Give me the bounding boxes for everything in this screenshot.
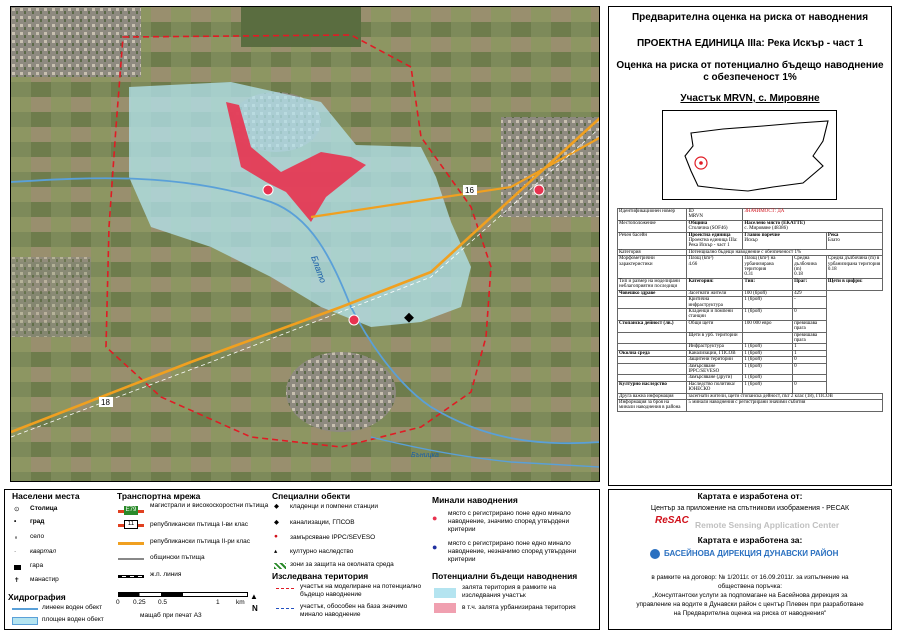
damage-category: Човешко здраве [618, 290, 687, 296]
cell-significance: ЗНАЧИМОСТ: ДА [743, 209, 883, 221]
cell-river [826, 232, 882, 249]
settlement-south [286, 352, 396, 432]
legend-past-title: Минали наводнения [432, 495, 518, 505]
scale-tick-0: 0 [116, 599, 120, 606]
legend-road-class1: републикански пътища I-ви клас [150, 521, 249, 528]
map-svg[interactable] [11, 7, 600, 482]
damage-threshold: 1 (брой) [743, 350, 793, 356]
damage-type: Замърсяване (други) [687, 375, 743, 381]
scale-bar [118, 592, 248, 597]
north-label: N [252, 604, 258, 613]
damage-row [618, 297, 883, 309]
damage-threshold: 100 000 евро [743, 320, 793, 332]
damage-category: Културно наследство [618, 381, 687, 393]
damage-category [618, 297, 687, 309]
cell-municipality-value: Столична (SOF46) [688, 226, 728, 232]
legend-potential-title: Потенциални бъдещи наводнения [432, 571, 578, 581]
damage-value: 1 [793, 350, 827, 356]
damage-type: Засегнати жители [687, 290, 743, 296]
legend-village: село [30, 533, 45, 540]
credits-made-for: Картата е изработена за: [697, 535, 803, 545]
legend-significant-flood-text: място с регистрирано поне едно минало наводнение, значимо според утвърдени критерии [448, 510, 571, 533]
legend-motorway: магистрали и високоскоростни пътища [150, 502, 269, 509]
past-flood-section-swatch [276, 608, 294, 609]
legend-flooded-area [462, 584, 587, 600]
legend-hydro-title: Хидрография [8, 592, 66, 602]
damage-type: Критична инфраструктура [687, 297, 743, 309]
contract-line3: „Консултантски услуги за подпомагане на Басейнова дирекция за [652, 592, 848, 599]
damage-category: Стопанска дейност (лв.) [618, 320, 687, 332]
cell-other-value: засегнати жители, щети стопанска дейност, път 2 клас (18), ГПСОВ [687, 393, 883, 399]
area-water-swatch [12, 617, 38, 625]
legend-special-title: Специални обекти [272, 491, 351, 501]
damage-threshold [743, 332, 793, 344]
legend-transport-title: Транспортна мрежа [117, 491, 201, 501]
cell-depth-header: Средна дълбочина (m) [794, 256, 817, 273]
damage-row [618, 363, 883, 375]
legend-past-flood-section [300, 603, 430, 619]
location-point [699, 161, 703, 165]
legend-wells: кладенци и помпени станции [290, 503, 379, 510]
locator-map [662, 110, 837, 200]
damage-value: 1 [793, 344, 827, 350]
legend-town: град [30, 518, 45, 525]
damage-rows [618, 290, 883, 393]
title-assessment: Оценка на риска от потенциално бъдещо наводнение [616, 60, 884, 71]
damage-type: Инфраструктура [687, 344, 743, 350]
cell-area [687, 256, 743, 279]
scale-tick-025: 0.25 [133, 599, 146, 606]
damage-type: Наследство политика/ЮНЕСКО [687, 381, 743, 393]
legend-insignificant-flood [448, 540, 588, 564]
railway-swatch [118, 575, 144, 578]
legend-railway: ж.п. линия [150, 571, 182, 578]
damage-value: - [793, 297, 827, 309]
cell-basin-label: Речен басейн [618, 232, 687, 249]
bulgaria-outline [685, 121, 828, 191]
cell-urban-area [743, 256, 793, 279]
legend-capital: Столица [30, 505, 58, 512]
sewage-icon: ◆ [274, 519, 279, 526]
legend-settlements-title: Населени места [12, 491, 80, 501]
road-number-18: 18 [101, 398, 110, 407]
directorate-name: БАСЕЙНОВА ДИРЕКЦИЯ ДУНАВСКИ РАЙОН [664, 549, 839, 558]
cell-settlement-value: с. Мировяне (48386) [744, 226, 788, 232]
damage-category [618, 332, 687, 344]
cell-location-label: Местоположение [618, 220, 687, 232]
damage-category [618, 363, 687, 375]
contract-line1: в рамките на договор: № 1/2011г. от 16.09.2011г. за изпълнение на [651, 574, 849, 581]
cell-category-value: Потенциално бъдещо наводнение с обезпеченост 1% [687, 249, 883, 255]
legend-line-water: линеен воден обект [42, 604, 103, 611]
damage-value: 0 [793, 381, 827, 393]
legend-modelled-section-text: участък на моделиране на потенциално бъдещо наводнение [300, 583, 422, 598]
road2-swatch [118, 542, 144, 545]
col-type: Тип: [743, 278, 793, 290]
risk-info-table [617, 208, 883, 412]
damage-category: Околна среда [618, 350, 687, 356]
river-label-blato: Блато [309, 254, 329, 285]
settlement-west [11, 257, 91, 337]
cell-morph-label: Морфометрични характеристики [618, 256, 687, 279]
north-arrow-icon: ▲ [250, 592, 258, 601]
legend-road-class2: републикански пътища II-ри клас [150, 538, 251, 545]
cell-settlement [743, 220, 883, 232]
river-label-banishka: Бъницка [411, 452, 439, 459]
cell-project-unit-header: Проектна единица [688, 232, 731, 238]
cell-urban-depth-value: 0.18 [827, 267, 837, 273]
scale-unit: km [236, 599, 245, 606]
cell-id [687, 209, 743, 221]
cell-urban-area-value: 0.31 [744, 272, 754, 278]
damage-row [618, 308, 883, 320]
legend-studied-title: Изследвана територия [272, 571, 369, 581]
legend-heritage: културно наследство [290, 548, 354, 555]
urban-flooded-swatch [434, 603, 456, 613]
municipal-road-swatch [118, 558, 144, 560]
cell-id-label: Идентификационен номер [618, 209, 687, 221]
cell-municipality [687, 220, 743, 232]
pollution-icon: ● [274, 533, 278, 540]
damage-type: Щети в урб. територии [687, 332, 743, 344]
cell-project-unit-value: Проектна единица IIIa: Река Искър - част 1 [688, 238, 738, 249]
damage-row [618, 332, 883, 344]
damage-threshold: 1 (брой) [743, 297, 793, 309]
station-icon [14, 565, 21, 570]
damage-type: Замърсяване IPPC/SEVESO [687, 363, 743, 375]
damage-threshold: 1 (брой) [743, 381, 793, 393]
legend-past-flood-section-text: участък, обособен на база значимо минало наводнение [300, 603, 408, 618]
field-dark [241, 7, 361, 47]
well-icon: ◆ [274, 503, 279, 510]
cell-depth-value: 0.18 [794, 272, 803, 278]
quarter-icon: · [14, 548, 17, 555]
title-probability: с обезпеченост 1% [703, 72, 797, 83]
cell-consequences-label: Тип и размер на моделирани неблагоприятни последици [618, 278, 687, 290]
cell-urban-depth [826, 256, 882, 279]
cell-id-value: MRVN [688, 214, 704, 220]
village-icon: ∘ [14, 534, 19, 541]
contract-line5: на Предварителна оценка на риска от наводнения" [673, 610, 827, 617]
scale-tick-1: 1 [216, 599, 220, 606]
resac-full-name: Remote Sensing Application Center [695, 520, 840, 530]
directorate-logo [650, 549, 660, 559]
cell-id-header: ID [688, 209, 694, 214]
cell-area-value: 4.66 [688, 261, 698, 267]
heritage-icon: ▴ [274, 548, 278, 555]
road-number-16: 16 [465, 186, 474, 195]
cell-depth [793, 256, 827, 279]
legend-insignificant-flood-text: място с регистрирано поне едно минало наводнение, незначимо според утвърдени критерии [448, 540, 577, 563]
contract-line4: управление на водите в Дунавски район с център Плевен при разработване [636, 601, 864, 608]
title-project-unit: ПРОЕКТНА ЕДИНИЦА IIIa: Река Искър - част 1 [636, 38, 864, 49]
flooded-area-swatch [434, 588, 456, 598]
cell-urban-area-header: Площ (km²) на урбанизирана територия [744, 256, 776, 273]
cell-main-basin [743, 232, 826, 249]
monastery-icon: ✝ [14, 577, 20, 584]
damage-threshold: 1 (брой) [743, 344, 793, 350]
damage-value: 0 [793, 357, 827, 363]
legend-area-water: площен воден обект [42, 616, 104, 623]
cell-settlement-header: Населено място (ЕКАТТЕ) [744, 220, 805, 226]
damage-type: Канализации, ГПСОВ [687, 350, 743, 356]
legend-municipal-road: общински пътища [150, 554, 205, 561]
damage-threshold: 1 (брой) [743, 357, 793, 363]
credits-made-by: Картата е изработена от: [697, 491, 803, 501]
cell-urban-depth-header: Средна дълбочина (m) в урбанизирана територия [827, 256, 881, 267]
resac-logo: ReSAC [655, 515, 689, 526]
protected-zone-swatch [274, 563, 286, 569]
cell-river-value: Блато [827, 238, 840, 244]
cell-river-header: Река [827, 232, 839, 238]
legend-significant-flood [448, 510, 588, 534]
past-flood-marker[interactable] [534, 185, 544, 195]
legend-sewage: канализации, ГПСОВ [290, 519, 355, 526]
damage-value: 0 [793, 363, 827, 375]
scale-tick-05: 0.5 [158, 599, 168, 606]
legend-monastery: манастир [30, 576, 59, 583]
scale-caption: мащаб при печат А3 [140, 612, 202, 619]
damage-threshold: 1 (брой) [743, 308, 793, 320]
damage-threshold: 1 (брой) [743, 363, 793, 375]
legend-station: гара [30, 562, 44, 569]
col-category: Категория: [687, 278, 743, 290]
insignificant-flood-icon: ● [432, 542, 438, 552]
road1-shield: 11 [124, 520, 138, 529]
locator-svg [663, 111, 838, 201]
cell-other-label: Друга важна информация [618, 393, 687, 399]
cell-past-floods-value: 5 минали наводнения с регистрирани значими събития [687, 400, 883, 412]
col-threshold: Праг: [793, 278, 827, 290]
damage-type: Общи щети [687, 320, 743, 332]
damage-type: Защитени територии [687, 357, 743, 363]
legend-protected-zones: зони за защита на околната среда [290, 561, 394, 568]
past-flood-marker[interactable] [349, 315, 359, 325]
damage-category [618, 308, 687, 320]
damage-value: превишава прага [793, 320, 827, 332]
cell-category-label: Категория [618, 249, 687, 255]
cell-area-header: Площ (km²) [688, 256, 714, 262]
damage-value: 0 [793, 308, 827, 320]
cell-municipality-header: Община [688, 220, 708, 226]
cell-past-floods-label: Информация за броя на минали наводнения в района [618, 400, 687, 412]
town-icon: • [14, 518, 17, 525]
legend-urban-flooded: в т.ч. залята урбанизирана територия [462, 604, 576, 611]
damage-type: Кладенци и помпени станции [687, 308, 743, 320]
credits-center: Център за приложение на спътникови изображения - РЕСАК [650, 505, 850, 512]
past-flood-marker[interactable] [263, 185, 273, 195]
map-panel[interactable] [10, 6, 600, 482]
significant-flood-icon: ● [432, 513, 438, 523]
damage-value: 429 [793, 290, 827, 296]
title-main: Предварителна оценка на риска от наводнения [631, 12, 869, 23]
legend-modelled-section [300, 583, 430, 599]
damage-row [618, 320, 883, 332]
e79-shield: E79 [125, 507, 137, 513]
legend-pollution: замърсяване IPPC/SEVESO [290, 534, 376, 541]
contract-line2: обществена поръчка: [718, 583, 782, 590]
col-damage: Щети в цифри: [826, 278, 882, 290]
legend-flooded-area-text: залята територия в рамките на изследвания участък [462, 584, 557, 599]
section-title: Участък MRVN, с. Мировяне [680, 93, 820, 104]
cell-project-unit [687, 232, 743, 249]
damage-value: превишава прага [793, 332, 827, 344]
damage-threshold: 100 (брой) [743, 290, 793, 296]
cell-main-basin-value: Искър [744, 238, 758, 244]
contract-text [610, 573, 890, 618]
modelled-section-swatch [276, 588, 294, 589]
cell-main-basin-header: Главно поречие [744, 232, 780, 238]
damage-threshold: 1 (брой) [743, 375, 793, 381]
capital-icon: ⊙ [14, 506, 20, 513]
line-water-swatch [12, 608, 38, 610]
legend-quarter: квартал [30, 548, 57, 555]
damage-row [618, 381, 883, 393]
